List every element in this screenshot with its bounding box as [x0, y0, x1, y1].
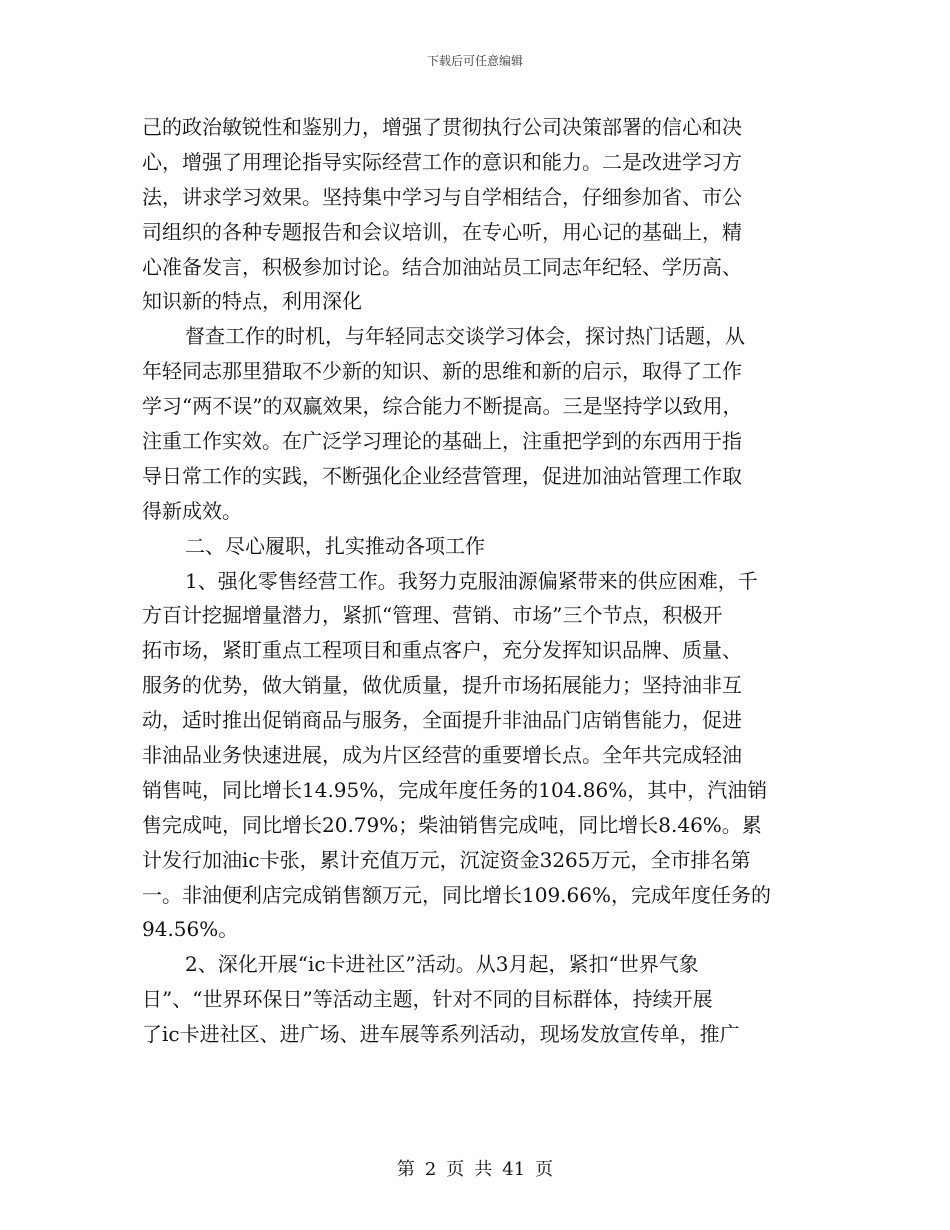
- text-line: 注重工作实效。在广泛学习理论的基础上，注重把学到的东西用于指: [142, 429, 742, 454]
- text-line: 方百计挖掘增量潜力，紧抓“管理、营销、市场”三个节点，积极开: [142, 603, 723, 628]
- text-line: 计发行加油ic卡张，累计充值万元，沉淀资金3265万元，全市排名第: [142, 847, 751, 872]
- text-line: 心，增强了用理论指导实际经营工作的意识和能力。二是改进学习方: [142, 149, 742, 174]
- page-footer: [0, 1155, 950, 1181]
- text-line: 一。非油便利店完成销售额万元，同比增长109.66%，完成年度任务的: [142, 882, 771, 907]
- text-line: 服务的优势，做大销量，做优质量，提升市场拓展能力；坚持油非互: [142, 673, 742, 698]
- page-current-number: 2: [424, 1159, 437, 1180]
- page-total-number: 41: [502, 1159, 526, 1180]
- text-line: 日”、“世界环保日”等活动主题，针对不同的目标群体，持续开展: [142, 987, 713, 1012]
- text-line: 二、尽心履职，扎实推动各项工作: [185, 533, 485, 558]
- text-line: 己的政治敏锐性和鉴别力，增强了贯彻执行公司决策部署的信心和决: [142, 115, 742, 139]
- text-line: 售完成吨，同比增长20.79%；柴油销售完成吨，同比增长8.46%。累: [142, 812, 762, 837]
- page-label-total-prefix: 共: [474, 1159, 493, 1180]
- text-line: 了ic卡进社区、进广场、进车展等系列活动，现场发放宣传单，推广: [142, 1022, 740, 1047]
- text-line: 1、强化零售经营工作。我努力克服油源偏紧带来的供应困难，千: [185, 568, 758, 593]
- text-line: 得新成效。: [142, 498, 242, 523]
- text-line: 学习“两不误”的双赢效果，综合能力不断提高。三是坚持学以致用，: [142, 394, 743, 419]
- text-line: 动，适时推出促销商品与服务，全面提升非油品门店销售能力，促进: [142, 708, 742, 733]
- text-line: 94.56%。: [142, 917, 239, 942]
- text-line: 销售吨，同比增长14.95%，完成年度任务的104.86%，其中，汽油销: [142, 777, 768, 802]
- text-line: 司组织的各种专题报告和会议培训，在专心听，用心记的基础上，精: [142, 219, 742, 244]
- text-line: 拓市场，紧盯重点工程项目和重点客户，充分发挥知识品牌、质量、: [142, 638, 742, 663]
- page-label-prefix: 第: [396, 1159, 415, 1180]
- text-line: 非油品业务快速进展，成为片区经营的重要增长点。全年共完成轻油: [142, 743, 742, 768]
- document-body: [142, 110, 810, 1052]
- text-line: 督查工作的时机，与年轻同志交谈学习体会，探讨热门话题，从: [185, 324, 745, 349]
- text-line: 知识新的特点，利用深化: [142, 289, 362, 314]
- text-line: 心准备发言，积极参加讨论。结合加油站员工同志年纪轻、学历高、: [142, 254, 742, 279]
- page-label-suffix: 页: [535, 1159, 554, 1180]
- text-line: 年轻同志那里猎取不少新的知识、新的思维和新的启示，取得了工作: [142, 359, 742, 384]
- text-line: 2、深化开展“ic卡进社区”活动。从3月起，紧扣“世界气象: [185, 952, 699, 977]
- text-line: 导日常工作的实践，不断强化企业经营管理，促进加油站管理工作取: [142, 463, 742, 488]
- page-header: 下载后可任意编辑: [426, 54, 523, 68]
- text-line: 法，讲求学习效果。坚持集中学习与自学相结合，仔细参加省、市公: [142, 184, 742, 209]
- page-label-mid: 页: [446, 1159, 465, 1180]
